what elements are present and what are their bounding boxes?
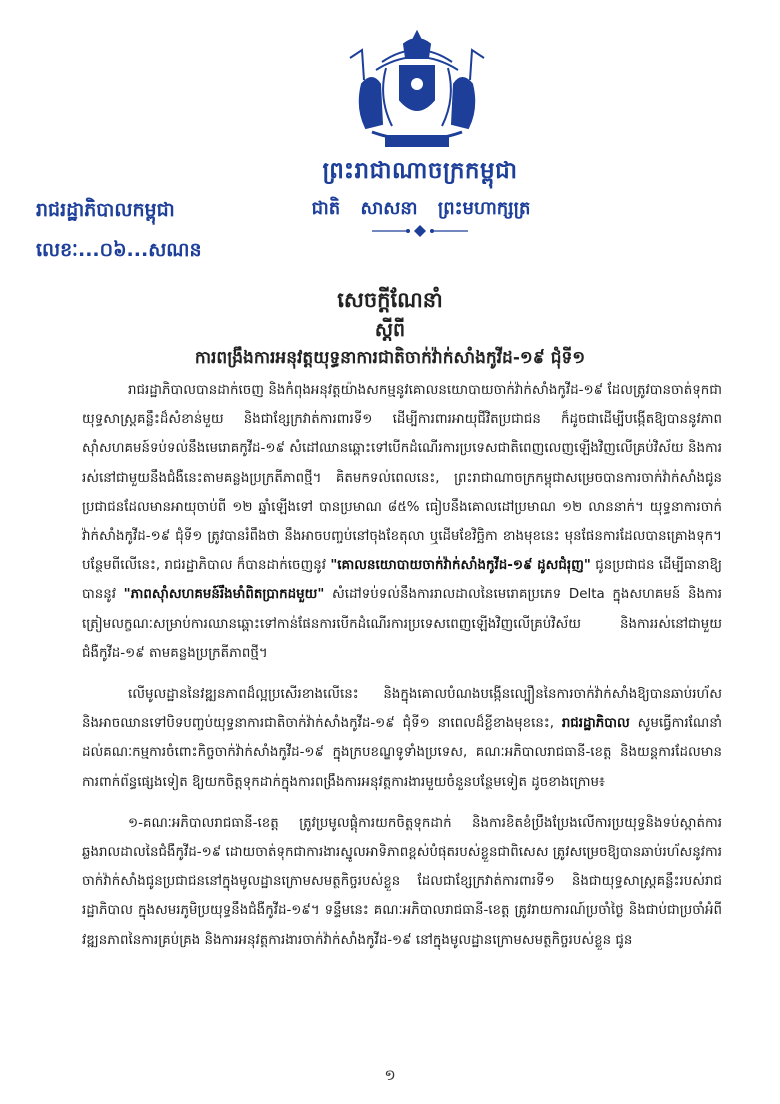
kingdom-title: ព្រះរាជាណាចក្រកម្ពុជា: [322, 158, 518, 184]
paragraph-1: [82, 376, 722, 668]
paragraph-2-text: លើមូលដ្ឋាននៃវឌ្ឍនភាពដ៏ល្អប្រសើរខាងលើនេះ និងក្នុងគោលបំណងបង្កើនល្បឿននៃការចាក់វ៉ាក់សាំងឱ្យបានឆាប់រហ័ស និងអាចឈានទៅបិទបញ្ចប់យុទ្ធនាការជាតិចាក់វ៉ាក់សាំងកូវីដ-១៩ ជុំទី១ នាពេលដ៏ខ្លីខាងមុខនេះ,: [82, 687, 722, 732]
paragraph-1-text: រាជរដ្ឋាភិបាលបានដាក់ចេញ និងកំពុងអនុវត្តយ៉ាងសកម្មនូវគោលនយោបាយចាក់វ៉ាក់សាំងកូវីដ-១៩ ដែលត្រូវបានចាត់ទុកជាយុទ្ធសាស្ត្រគន្លឹះដ៏សំខាន់មួយ និងជាខ្សែក្រវាត់ការពារទី១ ដើម្បីការពារអាយុជីវិតប្រជាជន ក៏ដូចជាដើម្បីបង្កើតឱ្យបាននូវភាពស៊ាំសហគមន៍ទប់ទល់នឹងមេរោគកូវីដ-១៩ សំដៅឈានឆ្ពោះទៅបើកដំណើរការប្រទេសជាតិពេញលេញឡើងវិញលើគ្រប់វិស័យ និងការរស់នៅជាមួយនឹងជំងឺនេះតាមគន្លងប្រក្រតីភាពថ្មី។ គិតមកទល់ពេលនេះ, ព្រះរាជាណាចក្រកម្ពុជាសម្រេចបានការចាក់វ៉ាក់សាំងជូនប្រជាជនដែលមានអាយុចាប់ពី ១២ ឆ្នាំឡើងទៅ បានប្រមាណ ៨៥% ធៀបនឹងគោលដៅប្រមាណ ១២ លាននាក់។ យុទ្ធនាការចាក់វ៉ាក់សាំងកូវីដ-១៩ ជុំទី១ ត្រូវបានរំពឹងថា នឹងអាចបញ្ចប់នៅចុងខែតុលា ឬដើមខែវិច្ឆិកា ខាងមុខនេះ មុនផែនការដែលបានគ្រោងទុក។ បន្ថែមពីលើនេះ, រាជរដ្ឋាភិបាល ក៏បានដាក់ចេញនូវ: [82, 383, 722, 574]
doc-title-about: ស្តីពី: [374, 319, 406, 341]
paragraph-1-text-3: សំដៅទប់ទល់នឹងការរាលដាលនៃមេរោគប្រភេទ Delta ក្នុងសហគមន៍ និងការត្រៀមលក្ខណៈសម្រាប់ការឈានឆ្ពោះទៅកាន់ផែនការបើកដំណើរការប្រទេសពេញឡើងវិញលើគ្រប់វិស័យ និងការរស់នៅជាមួយជំងឺកូវីដ-១៩ តាមគន្លងប្រក្រតីភាពថ្មី។: [82, 587, 722, 661]
document-titles: [60, 284, 720, 372]
paragraph-1-text-2: ជូនប្រជាជន ដើម្បីធានាឱ្យបាននូវ: [82, 558, 722, 603]
booster-policy-phrase: "គោលនយោបាយចាក់វ៉ាក់សាំងកូវីដ-១៩ ដូសជំរុញ": [330, 558, 591, 574]
document-number: លេខៈ...០៦...សណន: [36, 239, 202, 261]
document-body: [82, 376, 722, 967]
doc-title: សេចក្តីណែនាំ: [337, 288, 443, 312]
paragraph-3: ១-គណៈអភិបាលរាជធានី-ខេត្ត ត្រូវប្រមូលផ្តុំការយកចិត្តទុកដាក់ និងការខិតខំប្រឹងប្រែងលើការប្រយុទ្ធនិងទប់ស្កាត់ការឆ្លងរាលដាលនៃជំងឺកូវីដ-១៩ ដោយចាត់ទុកជាការងារស្នូលអាទិភាពខ្ពស់បំផុតរបស់ខ្លួនជាពិសេស ត្រូវសម្រេចឱ្យបានឆាប់រហ័សនូវការចាក់វ៉ាក់សាំងជូនប្រជាជននៅក្នុងមូលដ្ឋានក្រោមសមត្ថកិច្ចរបស់ខ្លួន ដែលជាខ្សែក្រវាត់ការពារទី១ និងជាយុទ្ធសាស្ត្រគន្លឹះរបស់រាជរដ្ឋាភិបាល ក្នុងសមរភូមិប្រយុទ្ធនឹងជំងឺកូវីដ-១៩។ ទន្ទឹមនេះ គណៈអភិបាលរាជធានី-ខេត្ត ត្រូវរាយការណ៍ប្រចាំថ្ងៃ និងជាប់ជាប្រចាំអំពីវឌ្ឍនភាពនៃការគ្រប់គ្រង និងការអនុវត្តការងារចាក់វ៉ាក់សាំងកូវីដ-១៩ នៅក្នុងមូលដ្ឋានក្រោមសមត្ថកិច្ចរបស់ខ្លួន ជូន: [82, 815, 722, 948]
ornament-divider-icon: [370, 224, 470, 238]
paragraph-2-text-2: សូមធ្វើការណែនាំដល់គណៈកម្មការចំពោះកិច្ចចាក់វ៉ាក់សាំងកូវីដ-១៩ ក្នុងក្របខណ្ឌទូទាំងប្រទេស, គណៈអភិបាលរាជធានី-ខេត្ត និងយន្តការដែលមានការពាក់ព័ន្ធផ្សេងទៀត ឱ្យយកចិត្តទុកដាក់ក្នុងការពង្រឹងការអនុវត្តការងារមួយចំនួនបន្ថែមទៀត ដូចខាងក្រោម៖: [82, 716, 722, 790]
herd-immunity-phrase: "ភាពស៊ាំសហគមន៍រឹងមាំពិតប្រាកដមួយ": [123, 587, 325, 603]
issuing-government: រាជរដ្ឋាភិបាលកម្ពុជា: [36, 199, 175, 221]
government-emphasis: រាជរដ្ឋាភិបាល: [561, 716, 630, 732]
doc-subject: ការពង្រឹងការអនុវត្តយុទ្ធនាការជាតិចាក់វ៉ាក់សាំងកូវីដ-១៩ ជុំទី១: [194, 348, 586, 368]
national-motto: ជាតិ សាសនា ព្រះមហាក្សត្រ: [311, 198, 531, 219]
royal-coat-of-arms-icon: [342, 28, 492, 160]
page-number: ១: [384, 1066, 396, 1084]
paragraph-2: [82, 680, 722, 797]
